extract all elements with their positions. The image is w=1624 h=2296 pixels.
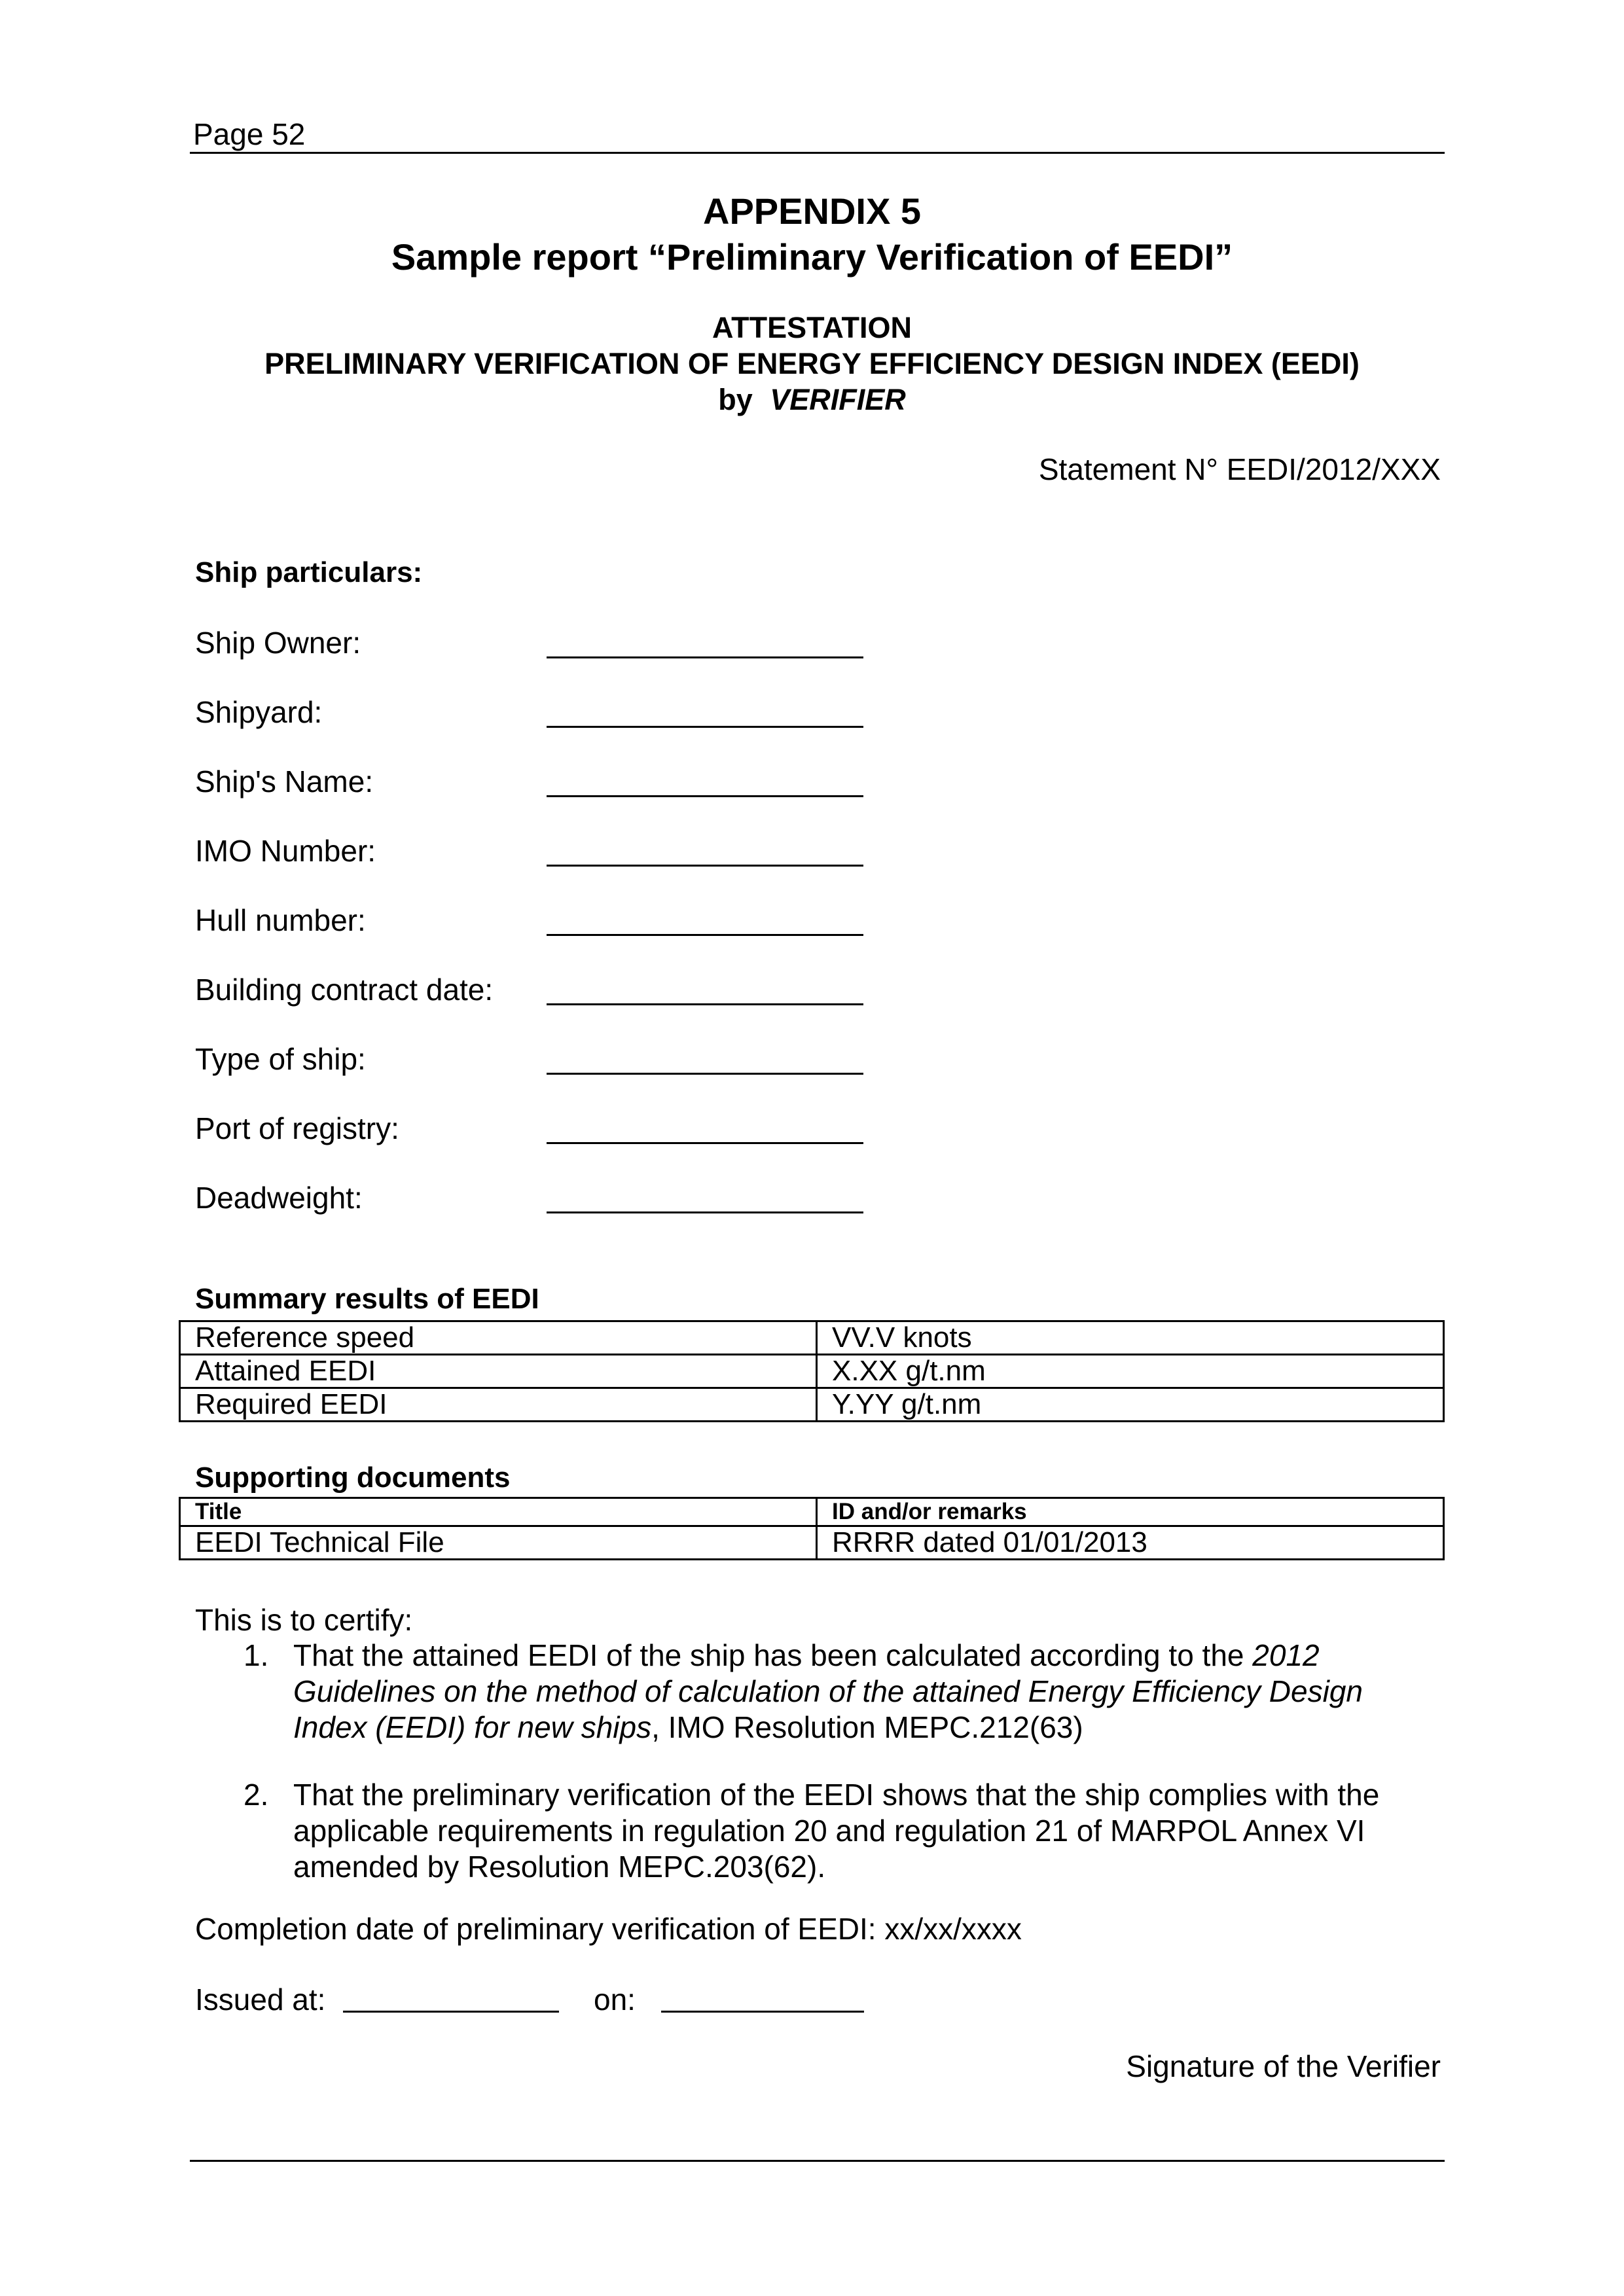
page-number: Page 52 <box>193 117 306 151</box>
field-blank-line[interactable] <box>547 726 863 728</box>
table-row <box>180 1388 1444 1422</box>
field-label: Deadweight: <box>195 1181 363 1215</box>
table-row <box>180 1321 1444 1355</box>
field-label: Ship's Name: <box>195 764 374 798</box>
summary-value: X.XX g/t.nm <box>817 1355 1444 1388</box>
field-blank-line[interactable] <box>547 656 863 658</box>
field-blank-line[interactable] <box>547 1211 863 1213</box>
statement-number: Statement N° EEDI/2012/XXX <box>1038 452 1441 486</box>
issued-at-label: Issued at: <box>195 1982 326 2017</box>
certify-item-1 <box>293 1638 1419 1746</box>
summary-title: Summary results of EEDI <box>195 1283 539 1315</box>
verifier-name: VERIFIER <box>770 383 906 416</box>
column-header-remarks: ID and/or remarks <box>817 1498 1444 1526</box>
list-number: 1. <box>244 1638 269 1672</box>
field-blank-line[interactable] <box>547 1073 863 1075</box>
footer-rule <box>190 2160 1445 2162</box>
field-label: Port of registry: <box>195 1111 399 1145</box>
table-row <box>180 1355 1444 1388</box>
header-rule <box>190 152 1445 154</box>
field-blank-line[interactable] <box>547 865 863 867</box>
table-row <box>180 1526 1444 1560</box>
guidelines-reference: 2012 Guidelines on the method of calculation of the attained Energy Efficiency Design Index (EEDI) for new ships <box>293 1638 1363 1744</box>
ship-particulars-title: Ship particulars: <box>195 556 423 588</box>
report-title: Sample report “Preliminary Verification of EEDI” <box>391 236 1233 278</box>
issued-on-blank[interactable] <box>661 2011 864 2013</box>
list-number: 2. <box>244 1778 269 1812</box>
summary-value: Y.YY g/t.nm <box>817 1388 1444 1422</box>
document-remark: RRRR dated 01/01/2013 <box>817 1526 1444 1560</box>
field-blank-line[interactable] <box>547 1142 863 1144</box>
table-header-row <box>180 1498 1444 1526</box>
field-label: Type of ship: <box>195 1042 366 1076</box>
column-header-title: Title <box>180 1498 817 1526</box>
document-title: EEDI Technical File <box>180 1526 817 1560</box>
appendix-heading: APPENDIX 5 <box>703 190 921 232</box>
supporting-title: Supporting documents <box>195 1462 511 1494</box>
summary-value: VV.V knots <box>817 1321 1444 1355</box>
field-label: Hull number: <box>195 903 366 937</box>
summary-label: Reference speed <box>180 1321 817 1355</box>
issued-line <box>195 1982 864 2018</box>
certify-item-1-text: That the attained EEDI of the ship has been calculated according to the <box>293 1638 1253 1672</box>
issued-on-label: on: <box>594 1982 636 2017</box>
field-blank-line[interactable] <box>547 1003 863 1005</box>
attestation-heading: ATTESTATION <box>712 311 912 344</box>
summary-label: Required EEDI <box>180 1388 817 1422</box>
completion-date: Completion date of preliminary verification of EEDI: xx/xx/xxxx <box>195 1912 1022 1946</box>
attestation-subtitle: PRELIMINARY VERIFICATION OF ENERGY EFFICIENCY DESIGN INDEX (EEDI) <box>264 347 1360 380</box>
summary-label: Attained EEDI <box>180 1355 817 1388</box>
field-label: IMO Number: <box>195 834 376 868</box>
supporting-table <box>179 1497 1445 1560</box>
field-label: Building contract date: <box>195 973 494 1007</box>
certify-item-2: That the preliminary verification of the EEDI shows that the ship complies with the applicable requirements in regulation 20 and regulation 21 of MARPOL Annex VI amended by Resolution MEPC.203(62). <box>293 1778 1380 1884</box>
field-label: Shipyard: <box>195 695 323 729</box>
certify-intro: This is to certify: <box>195 1603 413 1637</box>
field-blank-line[interactable] <box>547 795 863 797</box>
verifier-line <box>0 383 1624 417</box>
by-label: by <box>718 383 753 416</box>
summary-table <box>179 1320 1445 1422</box>
signature-label: Signature of the Verifier <box>1126 2049 1441 2083</box>
field-blank-line[interactable] <box>547 934 863 936</box>
field-label: Ship Owner: <box>195 626 361 660</box>
certify-item-1-resolution: , IMO Resolution MEPC.212(63) <box>651 1710 1083 1744</box>
issued-at-blank[interactable] <box>343 2011 559 2013</box>
